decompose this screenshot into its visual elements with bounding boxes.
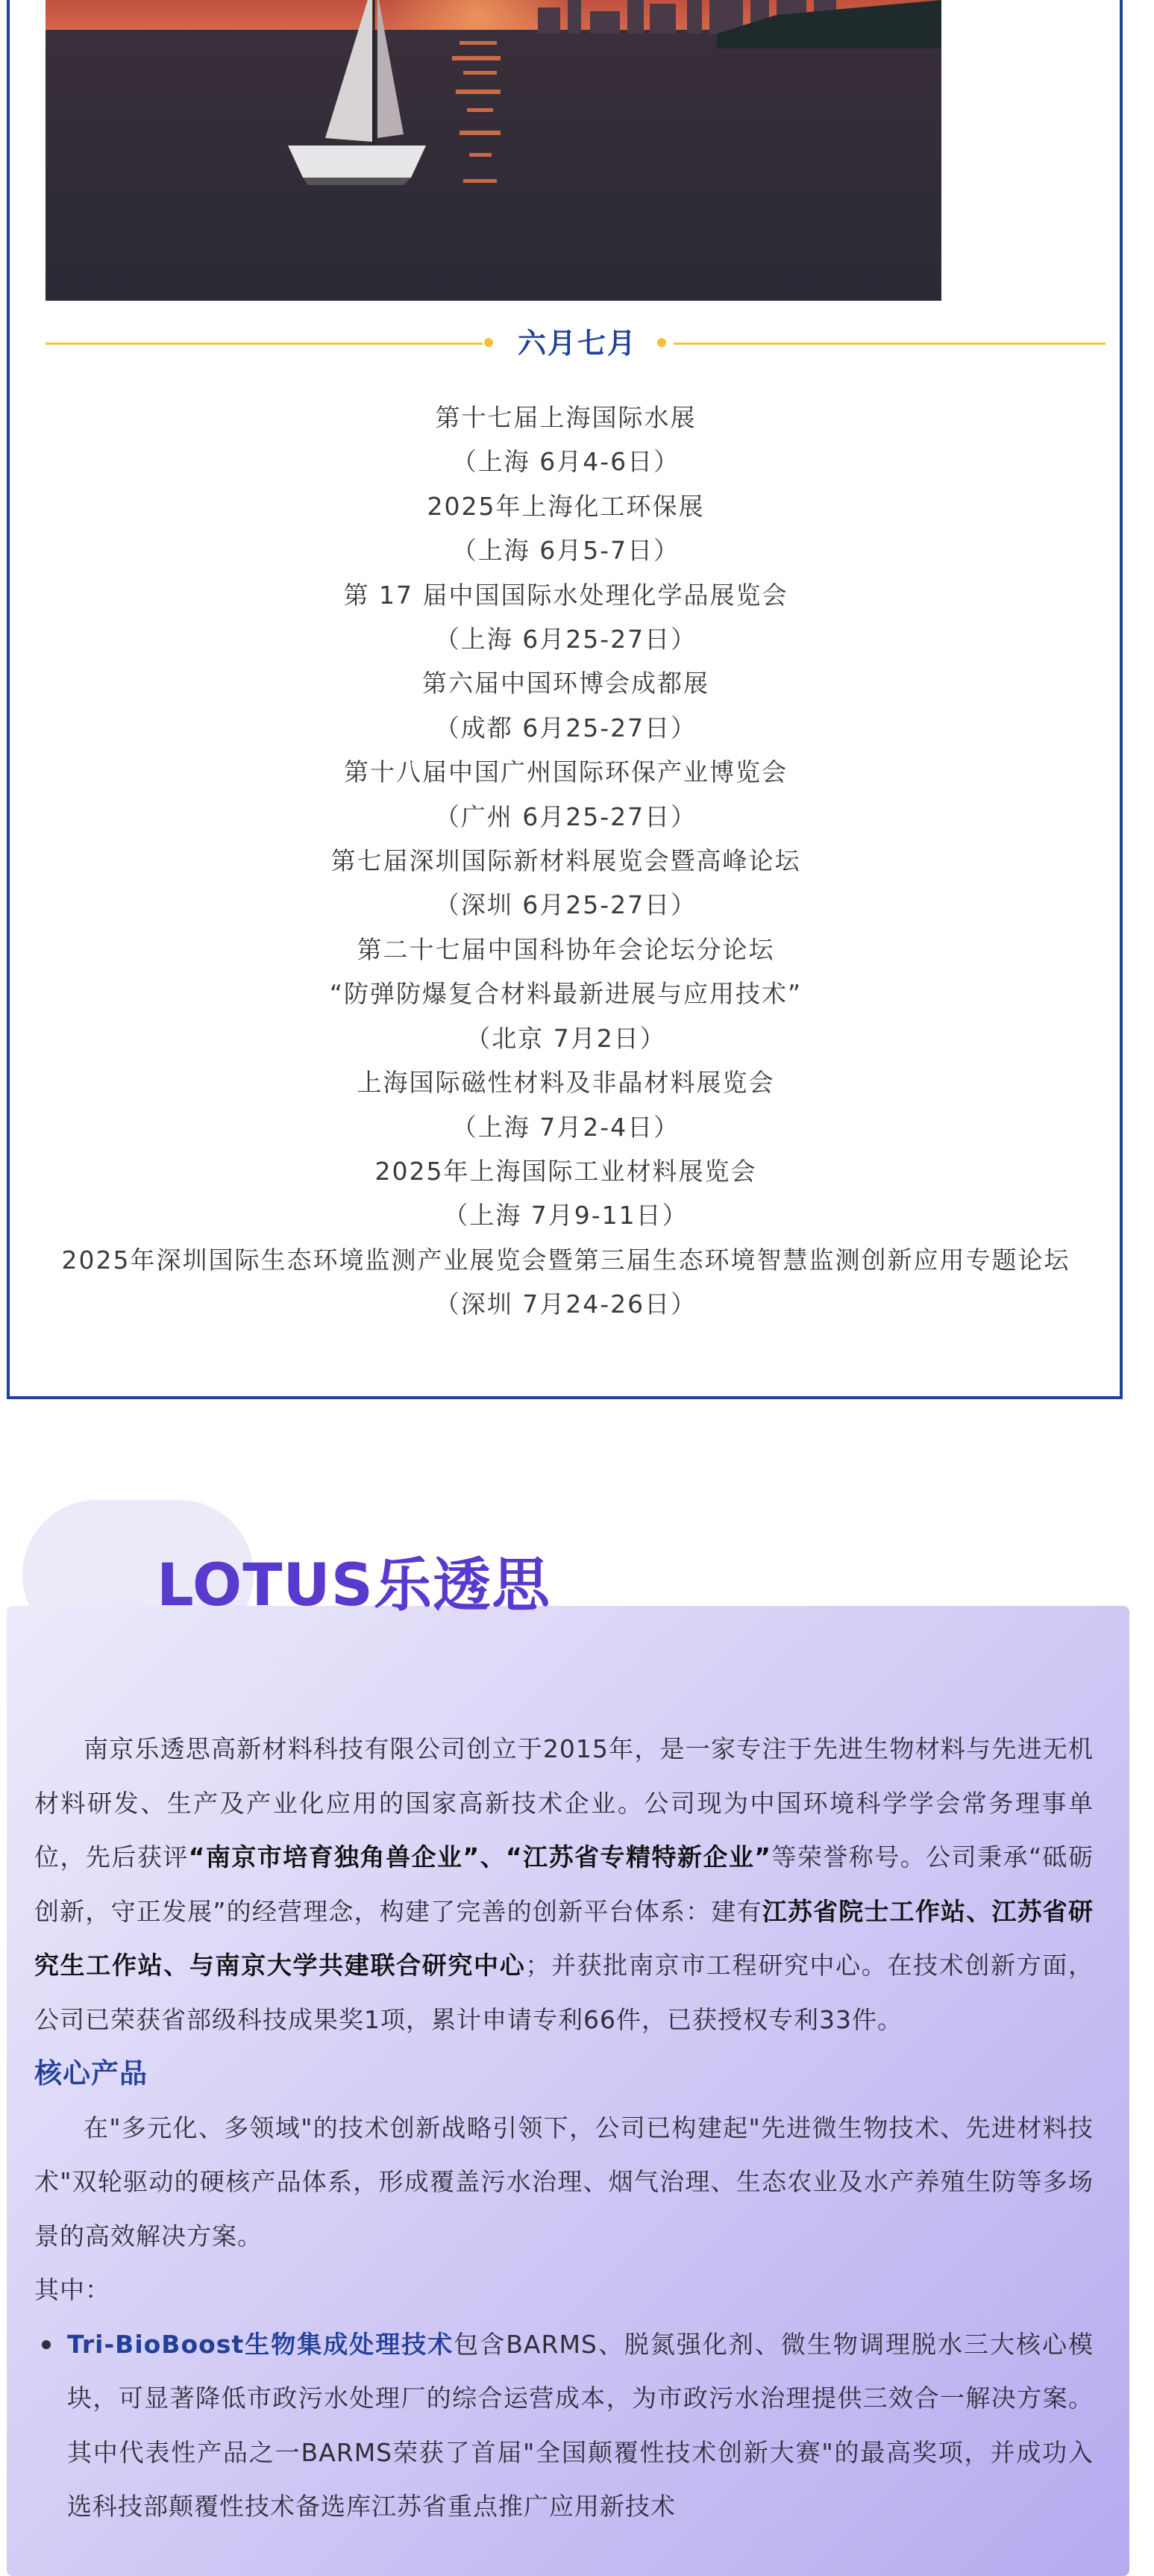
exhibition-list — [30, 396, 1102, 1327]
exhibition-line: 第十八届中国广州国际环保产业博览会 — [344, 757, 788, 787]
divider-dot-right — [657, 338, 666, 347]
among-label: 其中： — [34, 2275, 110, 2304]
intro-text-2: 等荣誉称号。公司秉承“砥砺创新，守正发展”的经营理念，构建了完善的创新平台体系：建有 — [34, 1842, 1094, 1926]
exhibition-line: （上海 6月25-27日） — [434, 625, 697, 654]
core-products-heading: 核心产品 — [34, 2057, 148, 2089]
lotus-title: LOTUS乐透思 — [157, 1552, 551, 1619]
divider-line-right — [674, 343, 1106, 345]
lotus-content — [34, 1722, 1094, 2534]
core-products-text: 在"多元化、多领域"的技术创新战略引领下，公司已构建起"先进微生物技术、先进材料技术"双轮驱动的硬核产品体系，形成覆盖污水治理、烟气治理、生态农业及水产养殖生防等多场景的高效解决方案。 — [34, 2113, 1094, 2251]
exhibition-line: （深圳 6月25-27日） — [434, 890, 697, 920]
exhibition-line: 第七届深圳国际新材料展览会暨高峰论坛 — [330, 846, 801, 876]
exhibition-line: 2025年上海化工环保展 — [427, 491, 705, 521]
exhibition-line: 2025年上海国际工业材料展览会 — [374, 1156, 757, 1186]
exhibition-line: （上海 7月9-11日） — [443, 1201, 689, 1231]
list-item — [34, 2318, 1094, 2534]
exhibition-line: （上海 6月5-7日） — [451, 536, 680, 566]
company-intro — [34, 1722, 1094, 2047]
exhibition-line: （北京 7月2日） — [465, 1023, 666, 1053]
intro-honors: “南京市培育独角兽企业”、“江苏省专精特新企业” — [188, 1842, 771, 1872]
exhibition-line: （广州 6月25-27日） — [434, 801, 697, 831]
exhibition-line: （上海 6月4-6日） — [451, 447, 680, 477]
exhibition-line: 第六届中国环博会成都展 — [422, 669, 709, 698]
tech-name: Tri-BioBoost生物集成处理技术 — [67, 2329, 454, 2359]
product-list — [34, 2318, 1094, 2534]
exhibition-line: （上海 7月2-4日） — [451, 1112, 680, 1142]
tech-description: 包含BARMS、脱氮强化剂、微生物调理脱水三大核心模块，可显著降低市政污水处理厂的综合运营成本，为市政污水治理提供三效合一解决方案。其中代表性产品之一BARMS荣获了首届"全国颠覆性技术创新大赛"的最高奖项，并成功入选科技部颠覆性技术备选库江苏省重点推广应用新技术 — [67, 2329, 1094, 2521]
exhibition-line: （深圳 7月24-26日） — [434, 1289, 697, 1319]
exhibition-line: （成都 6月25-27日） — [434, 713, 697, 743]
exhibition-line: 上海国际磁性材料及非晶材料展览会 — [357, 1068, 775, 1098]
exhibition-line: “防弹防爆复合材料最新进展与应用技术” — [329, 979, 803, 1009]
exhibition-line: 2025年深圳国际生态环境监测产业展览会暨第三届生态环境智慧监测创新应用专题论坛 — [61, 1245, 1070, 1275]
intro-platforms: 江苏省院士工作站、江苏省研究生工作站、与南京大学共建联合研究中心 — [34, 1896, 1094, 1980]
month-label: 六月七月 — [517, 327, 637, 360]
sailboat-sunset-photo — [46, 0, 941, 301]
intro-text-1: 南京乐透思高新材料科技有限公司创立于2015年，是一家专注于先进生物材料与先进无机材料研发、生产及产业化应用的国家高新技术企业。公司现为中国环境科学学会常务理事单位，先后获评 — [34, 1734, 1094, 1872]
divider-line-left — [46, 343, 483, 345]
exhibition-line: 第二十七届中国科协年会论坛分论坛 — [357, 934, 775, 964]
divider-dot-left — [484, 338, 493, 347]
exhibition-line: 第 17 届中国国际水处理化学品展览会 — [343, 580, 788, 610]
exhibition-line: 第十七届上海国际水展 — [435, 403, 697, 432]
month-divider — [46, 326, 1106, 360]
intro-text-3: ；并获批南京市工程研究中心。在技术创新方面，公司已荣获省部级科技成果奖1项，累计申请专利66件，已获授权专利33件。 — [34, 1951, 1094, 2034]
